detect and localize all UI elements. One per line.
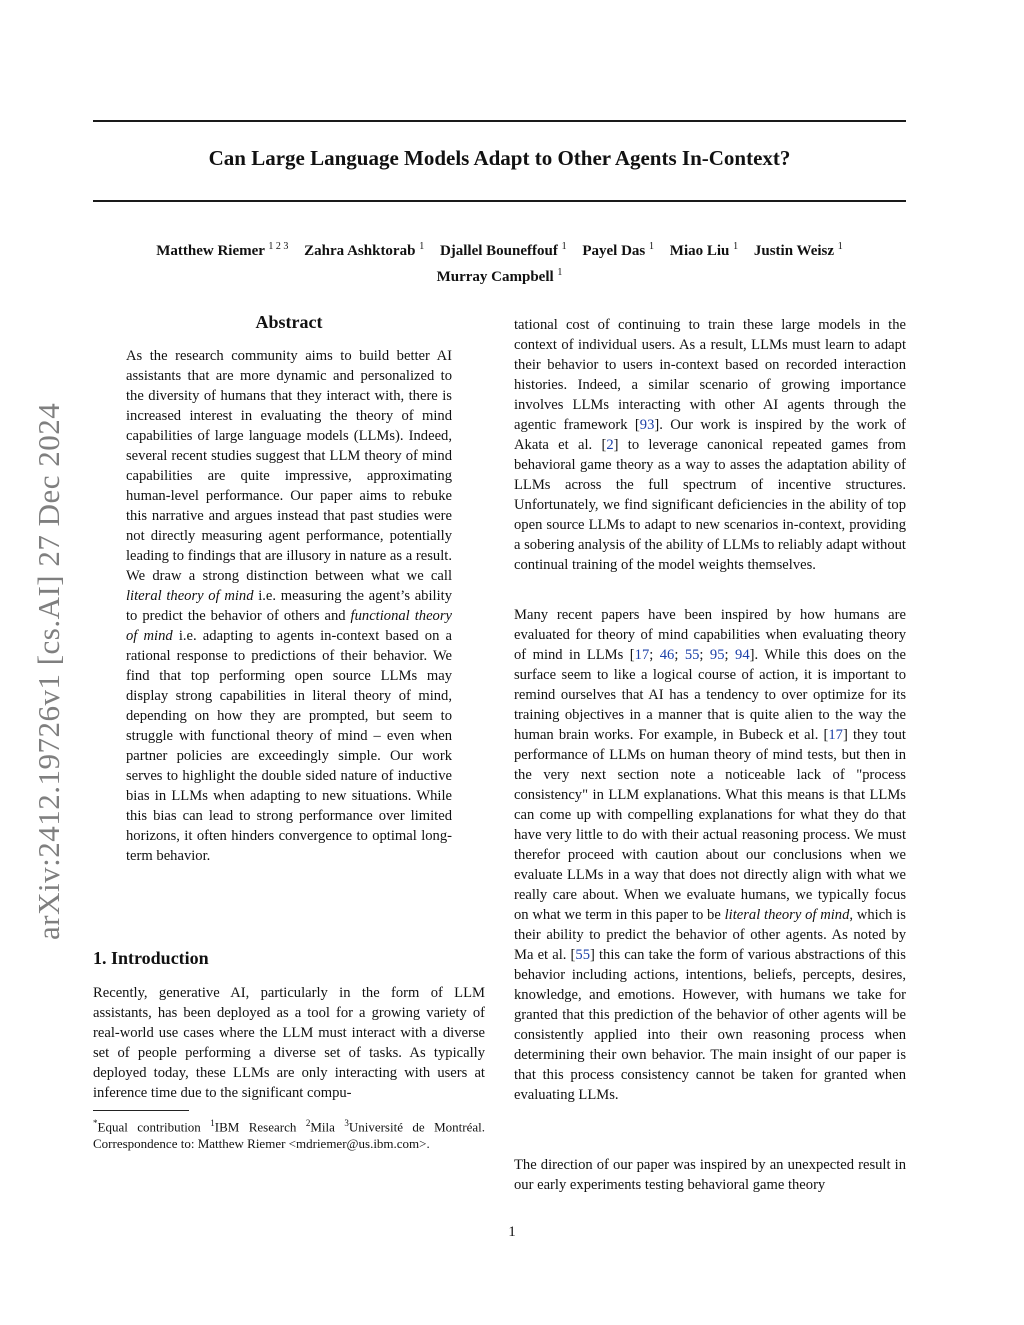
author [437, 269, 563, 285]
introduction-paragraph: Recently, generative AI, particularly in the form of LLM assistants, has been deployed as a tool for a growing variety of real-world use cases where the LLM must interact with a diverse set of people performing a diverse set of tasks. As typically deployed today, these LLMs are only interacting with users at inference time due to the significant compu- [93, 985, 485, 1101]
affiliation-marker: 1 [837, 241, 843, 252]
citation-link[interactable]: 55 [575, 947, 590, 963]
right-column-paragraph: tational cost of continuing to train these large models in the context of individual users. As a result, LLMs must learn to adapt their behavior to users in-context based on recorded interaction histories. Indeed, a similar scenario of growing importance involves LLMs interacting with other AI agents through the agentic framework [93]. Our work is inspired by the work of Akata et al. [2] to leverage canonical repeated games from behavioral game theory as a way to asses the adaptation ability of LLMs across the full spectrum of incentive structures. Unfortunately, we find significant deficiencies in the ability of top open source LLMs to adapt to new scenarios in-context, providing a sobering analysis of the ability of LLMs to reliably adapt without continual training of the model weights themselves. [514, 317, 906, 573]
author [754, 243, 843, 259]
author-name: Djallel Bouneffouf [439, 243, 558, 259]
citation-link[interactable]: 17 [828, 727, 843, 743]
right-column-paragraph: The direction of our paper was inspired by an unexpected result in our early experiments testing behavioral game theory [514, 1157, 906, 1193]
affiliation-marker: 1 [557, 267, 563, 278]
citation-link[interactable]: 17 [634, 647, 650, 663]
affiliation-marker: 1 2 3 [268, 241, 289, 252]
arxiv-stamp: arXiv:2412.19726v1 [cs.AI] 27 Dec 2024 [31, 402, 66, 940]
affiliation-marker: 1 [649, 241, 655, 252]
emphasis: functional theory of mind [126, 608, 452, 644]
page-number: 1 [508, 1224, 516, 1240]
author-name: Payel Das [582, 243, 646, 259]
abstract-text: As the research community aims to build better AI assistants that are more dynamic and personalized to the diversity of humans that they interact with, there is increased interest in evaluating the theory of mind capabilities of large language models (LLMs). Indeed, several recent studies suggest that LLM theory of mind capabilities are quite impressive, approximating human-level performance. Our paper aims to rebuke this narrative and argues instead that past studies were not directly measuring agent performance, potentially leading to findings that are illusory in nature as a result. We draw a strong distinction between what we call literal theory of mind i.e. measuring the agent’s ability to predict the behavior of others and functional theory of mind i.e. adapting to agents in-context based on a rational response to predictions of their behavior. We find that top performing open source LLMs may display strong capabilities in literal theory of mind, depending on how they are prompted, but seem to struggle with functional theory of mind – even when partner policies are exceedingly simple. Our work serves to highlight the double sided nature of inductive bias in LLMs when adapting to new situations. While this bias can lead to strong performance over limited horizons, it often hinders convergence to optimal long-term behavior. [126, 348, 452, 864]
author [304, 243, 424, 259]
citation-link[interactable]: 55 [684, 647, 700, 663]
emphasis: literal theory of mind [724, 907, 850, 923]
citation-link[interactable]: 95 [709, 647, 725, 663]
title-top-rule [93, 120, 906, 122]
author-name: Murray Campbell [436, 269, 554, 285]
citation-link[interactable]: 2 [606, 437, 614, 453]
author [440, 243, 567, 259]
author-name: Zahra Ashktorab [304, 243, 416, 259]
footnote-rule [93, 1110, 189, 1111]
section-heading-introduction: 1. Introduction [93, 948, 209, 968]
author [582, 243, 654, 259]
right-column-paragraph: Many recent papers have been inspired by how humans are evaluated for theory of mind capabilities when evaluating theory of mind in LLMs [17; 46; 55; 95; 94]. While this does on the surface seem to like a logical course of action, it is important to remind ourselves that AI has a tendency to over optimize for its training objectives in a manner that is quite alien to the way the human brain works. For example, in Bubeck et al. [17] they tout performance of LLMs on human theory of mind tests, but then in the very next section note a noticeable lack of "process consistency" in LLM explanations. What this means is that LLMs can come up with compelling explanations for what they do that have very little to do with their actual reasoning process. We must therefor proceed with caution about our conclusions when we evaluate LLMs in a way that does not directly align with what we really care about. When we evaluate humans, we typically focus on what we term in this paper to be literal theory of mind, which is their ability to predict the behavior of other agents. As noted by Ma et al. [55] this can take the form of various abstractions of this behavior including actions, intentions, beliefs, percepts, desires, knowledge, and emotions. However, with humans we take for granted that this prediction of the behavior of other agents will be consistently applied into their own reasoning process when determining their own behavior. The main insight of our paper is that this process consistency cannot be taken for granted when evaluating LLMs. [514, 607, 906, 1103]
title-bottom-rule [93, 200, 906, 202]
citation-link[interactable]: 94 [735, 647, 750, 663]
author-name: Justin Weisz [753, 243, 835, 259]
emphasis: literal theory of mind [126, 588, 254, 604]
abstract-heading: Abstract [255, 312, 323, 332]
paper-title: Can Large Language Models Adapt to Other Agents In-Context? [208, 146, 791, 170]
citation-link[interactable]: 93 [639, 417, 655, 433]
affiliation-marker: 1 [733, 241, 739, 252]
affiliation-marker: 1 [419, 241, 425, 252]
citation-link[interactable]: 46 [659, 647, 675, 663]
author [670, 243, 738, 259]
author-name: Miao Liu [669, 243, 730, 259]
author-name: Matthew Riemer [156, 243, 265, 259]
author-list [93, 236, 906, 288]
footnote: *Equal contribution $^1$IBM Research $^2$Mila $^3$Université de Montréal. Correspondence to: Matthew Riemer <mdriemer@us.ibm.com>. [93, 1118, 486, 1152]
author [156, 243, 288, 259]
affiliation-marker: 1 [561, 241, 567, 252]
